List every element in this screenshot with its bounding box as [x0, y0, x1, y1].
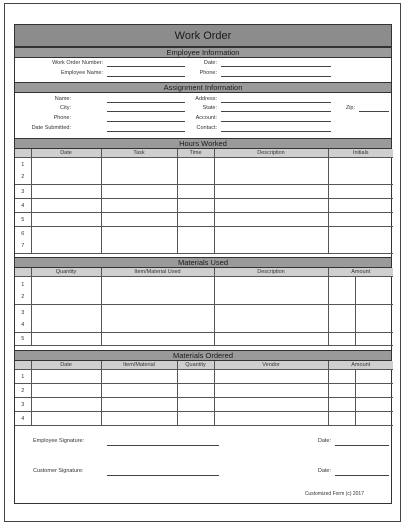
- table-cell[interactable]: [214, 277, 328, 305]
- table-row: [15, 277, 393, 305]
- table-row: [15, 227, 393, 254]
- assignment-address-label: Address:: [195, 96, 217, 102]
- row-number: 1: [15, 370, 31, 384]
- customer-signature-date-label: Date:: [317, 468, 331, 474]
- materials-ordered-number-column-header: [15, 361, 31, 370]
- employee-name-label: Employee Name:: [60, 70, 103, 76]
- row-number: 2: [15, 384, 31, 398]
- table-cell[interactable]: [355, 305, 393, 333]
- employee-signature-date-field[interactable]: [335, 445, 389, 446]
- table-cell[interactable]: [101, 213, 177, 227]
- row-number: 1: [21, 281, 25, 288]
- materials-used-table: [15, 268, 393, 346]
- assignment-city-field[interactable]: [107, 111, 185, 112]
- form-page: [4, 3, 401, 522]
- table-cell[interactable]: [31, 213, 101, 227]
- materials-used-quantity-column-header: Quantity: [31, 268, 101, 277]
- materials-used-row-numbers: [15, 277, 31, 305]
- assignment-city-label: City:: [60, 105, 71, 111]
- table-cell[interactable]: [328, 277, 355, 305]
- hours-date-column-header: Date: [31, 149, 101, 158]
- table-row: [15, 199, 393, 213]
- table-cell[interactable]: [101, 185, 177, 199]
- hours-row-numbers: [15, 227, 31, 254]
- row-number: 3: [15, 185, 31, 199]
- assignment-contact-label: Contact:: [196, 125, 217, 131]
- assignment-state-label: State:: [202, 105, 217, 111]
- table-cell[interactable]: [31, 333, 101, 346]
- table-cell[interactable]: [214, 227, 328, 254]
- employee-signature-date-label: Date:: [317, 438, 331, 444]
- table-cell[interactable]: [355, 277, 393, 305]
- hours-initials-column-header: Initials: [328, 149, 393, 158]
- table-row: [15, 185, 393, 199]
- table-cell[interactable]: [355, 412, 393, 426]
- table-cell[interactable]: [328, 370, 355, 384]
- assignment-zip-label: Zip:: [345, 105, 355, 111]
- hours-task-column-header: Task: [101, 149, 177, 158]
- employee-signature-label: Employee Signature:: [33, 438, 85, 444]
- employee-name-field[interactable]: [107, 76, 185, 77]
- date-submitted-field[interactable]: [107, 131, 185, 132]
- work-order-number-label: Work Order Number:: [52, 60, 103, 66]
- table-cell[interactable]: [101, 370, 177, 384]
- hours-number-column-header: [15, 149, 31, 158]
- table-cell[interactable]: [177, 227, 214, 254]
- materials-used-description-column-header: Description: [214, 268, 328, 277]
- assignment-address-field[interactable]: [221, 102, 331, 103]
- materials-ordered-quantity-column-header: Quantity: [177, 361, 214, 370]
- table-cell[interactable]: [355, 398, 393, 412]
- table-row: [15, 384, 393, 398]
- customer-signature-label: Customer Signature:: [33, 468, 84, 474]
- assignment-account-label: Account:: [195, 115, 217, 121]
- table-cell[interactable]: [214, 333, 328, 346]
- table-cell[interactable]: [177, 213, 214, 227]
- row-number: 4: [21, 321, 25, 328]
- table-cell[interactable]: [177, 412, 214, 426]
- assignment-phone-label: Phone:: [53, 115, 71, 121]
- table-row: [15, 398, 393, 412]
- table-cell[interactable]: [214, 158, 328, 185]
- table-cell[interactable]: [101, 158, 177, 185]
- table-cell[interactable]: [328, 305, 355, 333]
- table-cell[interactable]: [177, 199, 214, 213]
- table-cell[interactable]: [177, 384, 214, 398]
- table-cell[interactable]: [355, 333, 393, 346]
- form-title: Work Order: [15, 25, 391, 47]
- assignment-information-heading: Assignment Information: [15, 82, 391, 93]
- table-cell[interactable]: [101, 384, 177, 398]
- table-cell[interactable]: [177, 398, 214, 412]
- date-submitted-label: Date Submitted:: [31, 125, 71, 131]
- table-cell[interactable]: [31, 227, 101, 254]
- row-number: 6: [21, 231, 25, 237]
- table-cell[interactable]: [328, 158, 393, 185]
- table-cell[interactable]: [214, 213, 328, 227]
- table-cell[interactable]: [328, 227, 393, 254]
- table-cell[interactable]: [177, 185, 214, 199]
- row-number: 5: [15, 213, 31, 227]
- work-order-form: [14, 24, 392, 504]
- table-cell[interactable]: [101, 277, 214, 305]
- table-cell[interactable]: [328, 185, 393, 199]
- assignment-state-field[interactable]: [221, 111, 331, 112]
- assignment-contact-field[interactable]: [221, 131, 331, 132]
- row-number: 2: [21, 293, 25, 300]
- materials-ordered-table: [15, 361, 393, 426]
- table-cell[interactable]: [177, 370, 214, 384]
- table-cell[interactable]: [355, 384, 393, 398]
- table-cell[interactable]: [101, 199, 177, 213]
- table-cell[interactable]: [328, 384, 355, 398]
- table-cell[interactable]: [214, 370, 328, 384]
- table-cell[interactable]: [214, 384, 328, 398]
- table-cell[interactable]: [101, 305, 214, 333]
- assignment-name-label: Name:: [54, 96, 71, 102]
- table-row: [15, 158, 393, 185]
- hours-row-numbers: [15, 158, 31, 185]
- table-row: [15, 213, 393, 227]
- assignment-zip-field[interactable]: [359, 111, 389, 112]
- row-number: 4: [15, 412, 31, 426]
- table-cell[interactable]: [31, 370, 101, 384]
- materials-ordered-date-column-header: Date: [31, 361, 101, 370]
- assignment-phone-field[interactable]: [107, 121, 185, 122]
- materials-ordered-item-column-header: Item/Material: [101, 361, 177, 370]
- table-row: [15, 305, 393, 333]
- table-cell[interactable]: [355, 370, 393, 384]
- materials-used-heading: Materials Used: [15, 257, 391, 268]
- table-cell[interactable]: [328, 213, 393, 227]
- table-cell[interactable]: [101, 227, 177, 254]
- row-number: 4: [15, 199, 31, 213]
- table-cell[interactable]: [31, 305, 101, 333]
- table-row: [15, 412, 393, 426]
- footer-note: Customized Form (c) 2017: [304, 491, 364, 497]
- materials-ordered-header-row: [15, 361, 393, 370]
- employee-date-label: Date:: [203, 60, 217, 66]
- assignment-name-field[interactable]: [107, 102, 185, 103]
- table-cell[interactable]: [101, 333, 214, 346]
- materials-used-amount-column-header: Amount: [328, 268, 393, 277]
- table-cell[interactable]: [31, 412, 101, 426]
- row-number: 1: [21, 162, 25, 168]
- table-cell[interactable]: [101, 398, 177, 412]
- table-cell[interactable]: [214, 185, 328, 199]
- employee-phone-field[interactable]: [221, 76, 331, 77]
- employee-phone-label: Phone:: [199, 70, 217, 76]
- customer-signature-field[interactable]: [107, 475, 219, 476]
- materials-used-number-column-header: [15, 268, 31, 277]
- work-order-number-field[interactable]: [107, 66, 185, 67]
- table-row: [15, 370, 393, 384]
- table-cell[interactable]: [328, 412, 355, 426]
- table-cell[interactable]: [328, 398, 355, 412]
- table-cell[interactable]: [214, 398, 328, 412]
- table-cell[interactable]: [328, 333, 355, 346]
- table-cell[interactable]: [31, 384, 101, 398]
- assignment-account-field[interactable]: [221, 121, 331, 122]
- table-row: [15, 333, 393, 346]
- row-number: 3: [15, 398, 31, 412]
- employee-date-field[interactable]: [221, 66, 331, 67]
- table-cell[interactable]: [328, 199, 393, 213]
- row-number: 7: [21, 243, 25, 249]
- hours-description-column-header: Description: [214, 149, 328, 158]
- table-cell[interactable]: [31, 185, 101, 199]
- table-cell[interactable]: [214, 412, 328, 426]
- row-number: 3: [21, 309, 25, 316]
- table-cell[interactable]: [177, 158, 214, 185]
- materials-ordered-amount-column-header: Amount: [328, 361, 393, 370]
- materials-ordered-heading: Materials Ordered: [15, 350, 391, 361]
- employee-information-heading: Employee Information: [15, 47, 391, 58]
- employee-signature-field[interactable]: [107, 445, 219, 446]
- customer-signature-date-field[interactable]: [335, 475, 389, 476]
- table-cell[interactable]: [31, 398, 101, 412]
- hours-worked-heading: Hours Worked: [15, 138, 391, 149]
- materials-used-item-column-header: Item/Material Used: [101, 268, 214, 277]
- materials-used-header-row: [15, 268, 393, 277]
- hours-worked-table: [15, 149, 393, 254]
- table-cell[interactable]: [31, 158, 101, 185]
- row-number: 2: [21, 174, 25, 180]
- table-cell[interactable]: [214, 199, 328, 213]
- table-cell[interactable]: [214, 305, 328, 333]
- table-cell[interactable]: [101, 412, 177, 426]
- table-cell[interactable]: [31, 199, 101, 213]
- materials-ordered-vendor-column-header: Vendor: [214, 361, 328, 370]
- hours-header-row: [15, 149, 393, 158]
- materials-used-row-numbers: [15, 305, 31, 333]
- hours-time-column-header: Time: [177, 149, 214, 158]
- table-cell[interactable]: [31, 277, 101, 305]
- row-number: 5: [15, 333, 31, 346]
